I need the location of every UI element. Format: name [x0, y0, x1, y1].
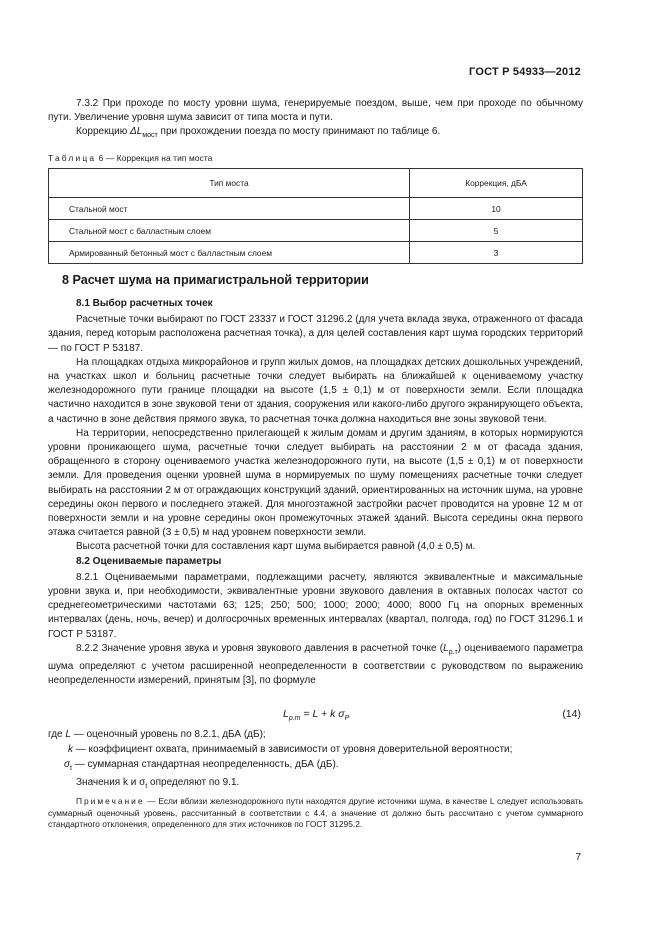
- table-row: [49, 220, 583, 242]
- text: 8.2.2 Значение уровня звука и уровня звукового давления в расчетной точке (: [76, 642, 444, 654]
- paragraph: Высота расчетной точки для составления карт шума выбирается равной (4,0 ± 0,5) м.: [76, 541, 476, 553]
- paragraph: Расчетные точки выбирают по ГОСТ 23337 и ГОСТ 31296.2 (для учета вклада звука, отраженного от фасада здания, перед которым расположена расчетная точка), а для целей составления карт шума городских территорий — по ГОСТ Р 53187.: [48, 314, 583, 354]
- paragraph: 7.3.2 При проходе по мосту уровни шума, генерируемые поездом, выше, чем при проходе по обычному пути. Увеличение уровня шума зависит от типа моста и пути.: [48, 98, 583, 124]
- text: — коэффициент охвата, принимаемый в зависимости от уровня доверительной вероятности;: [73, 743, 513, 755]
- paragraph: [48, 125, 583, 143]
- cell-type: Армированный бетонный мост с балластным слоем: [49, 242, 410, 264]
- symbol: ΔL: [130, 126, 143, 138]
- symbol: σ: [64, 758, 71, 770]
- symbol: k: [68, 743, 73, 755]
- definition-line: [48, 776, 583, 795]
- cell-value: 3: [410, 242, 583, 264]
- section-7-3-2: [48, 97, 583, 144]
- text: Коррекцию: [76, 126, 131, 138]
- subsection-title: 8.1 Выбор расчетных точек: [76, 298, 213, 309]
- section-8-body: [48, 297, 583, 688]
- definition-line: [48, 743, 583, 758]
- subscript: t: [70, 764, 72, 772]
- cell-value: 10: [410, 198, 583, 220]
- subscript: t: [145, 783, 148, 791]
- cell-value: 5: [410, 220, 583, 242]
- caption-text: 6 — Коррекция на тип моста: [96, 153, 213, 163]
- subsection-title: 8.2 Оцениваемые параметры: [76, 555, 222, 567]
- subscript: мост: [142, 132, 158, 140]
- text: ) оцениваемого параметра шума определяют с учетом расширенной неопределенности в соответствии с руководством по выражению неопределенности измерений, принятым [3], по формуле: [48, 642, 583, 687]
- text: определяют по 9.1.: [147, 777, 240, 789]
- column-header-type: Тип моста: [49, 169, 410, 198]
- symbol: L: [443, 642, 449, 654]
- text: где: [48, 729, 66, 740]
- formula-lhs: L: [283, 708, 289, 720]
- paragraph: 8.2.1 Оцениваемыми параметрами, подлежащими расчету, являются эквивалентные и максимальные уровни звука и, при необходимости, эквивалентные уровни звукового давления в октавных полосах частот со среднегеометрическими частотами 63; 125; 250; 500; 1000; 2000; 4000; 8000 Гц на опорных временных интервалах (день, ночь, вечер) и долгосрочных временных интервалах (квартал, полгода, год) по ГОСТ 31296.1 и ГОСТ Р 53187.: [48, 571, 583, 640]
- cell-type: Стальной мост с балластным слоем: [49, 220, 410, 242]
- subscript: Р: [344, 715, 350, 723]
- section-8-title: 8 Расчет шума на примагистральной территории: [62, 273, 369, 287]
- page-number: 7: [575, 852, 581, 863]
- cell-type: Стальной мост: [49, 198, 410, 220]
- definition-line: [48, 728, 583, 743]
- caption-label: Таблица: [48, 153, 97, 163]
- formula-rhs: = L + k σ: [300, 708, 345, 720]
- document-header: ГОСТ Р 54933—2012: [469, 66, 581, 78]
- text: при прохождении поезда по мосту принимают по таблице 6.: [157, 126, 441, 138]
- subscript: р.т: [288, 715, 301, 723]
- subscript: р.т: [448, 648, 458, 656]
- column-header-correction: Коррекция, дБА: [410, 169, 583, 198]
- note: [48, 796, 583, 831]
- symbol: L: [65, 729, 71, 740]
- formula-number: (14): [562, 708, 581, 720]
- text: — оценочный уровень по 8.2.1, дБА (дБ);: [70, 729, 266, 740]
- formula-expression: [283, 708, 349, 722]
- table-header-row: [49, 169, 583, 198]
- text: Значения k и σ: [76, 777, 146, 789]
- formula-definitions: [48, 728, 583, 795]
- paragraph: На территории, непосредственно прилегающей к жилым домам и другим зданиям, в которых нормируются уровни проникающего шума, расчетные точки следует выбирать на расстоянии 2 м от фасада здания, обращенного в сторону оцениваемого участка железнодорожного пути, на высоте (1,5 ± 0,1) м от поверхности земли. Для проведения оценки уровней шума в нормируемых по шуму помещениях расчетные точки следует выбирать на расстоянии 2 м от ограждающих конструкций зданий, ориентированных на источник шума, на уровне середины окон первого и последнего этажей. Для многоэтажной застройки расчет проводится на уровне 12 м от поверхности земли и на уровне середины окон промежуточных этажей зданий. Высота середины окна первого этажа считается равной (3 ± 0,5) м над уровнем поверхности земли.: [48, 427, 583, 539]
- table-caption: [48, 153, 212, 163]
- definition-line: [48, 758, 583, 777]
- table-row: [49, 198, 583, 220]
- bridge-correction-table: [48, 168, 583, 264]
- paragraph: [48, 642, 583, 689]
- note-label: Примечание: [76, 796, 145, 806]
- paragraph: На площадках отдыха микрорайонов и групп жилых домов, на площадках детских дошкольных учреждений, на участках школ и больниц расчетные точки следует выбирать на ближайшей к оцениваемому участку железнодорожного пути границе площадки на высоте (1,5 ± 0,1) м от поверхности земли. Если площадка частично находится в зоне звуковой тени от здания, сооружения или какого-либо другого экранирующего объекта, а частично в зоне действия прямого звука, то расчетная точка должна находиться вне зоны звуковой тени.: [48, 356, 583, 425]
- text: — суммарная стандартная неопределенность, дБА (дБ).: [71, 758, 339, 770]
- note-text: — Если вблизи железнодорожного пути находятся другие источники шума, в качестве L следует использовать суммарный оценочный уровень, рассчитанный в соответствии с 4.4, а значение σt должно быть рассчитано с учетом суммарного стандартного отклонения, определенного для этих источников по ГОСТ 31295.2.: [48, 796, 583, 830]
- table-row: [49, 242, 583, 264]
